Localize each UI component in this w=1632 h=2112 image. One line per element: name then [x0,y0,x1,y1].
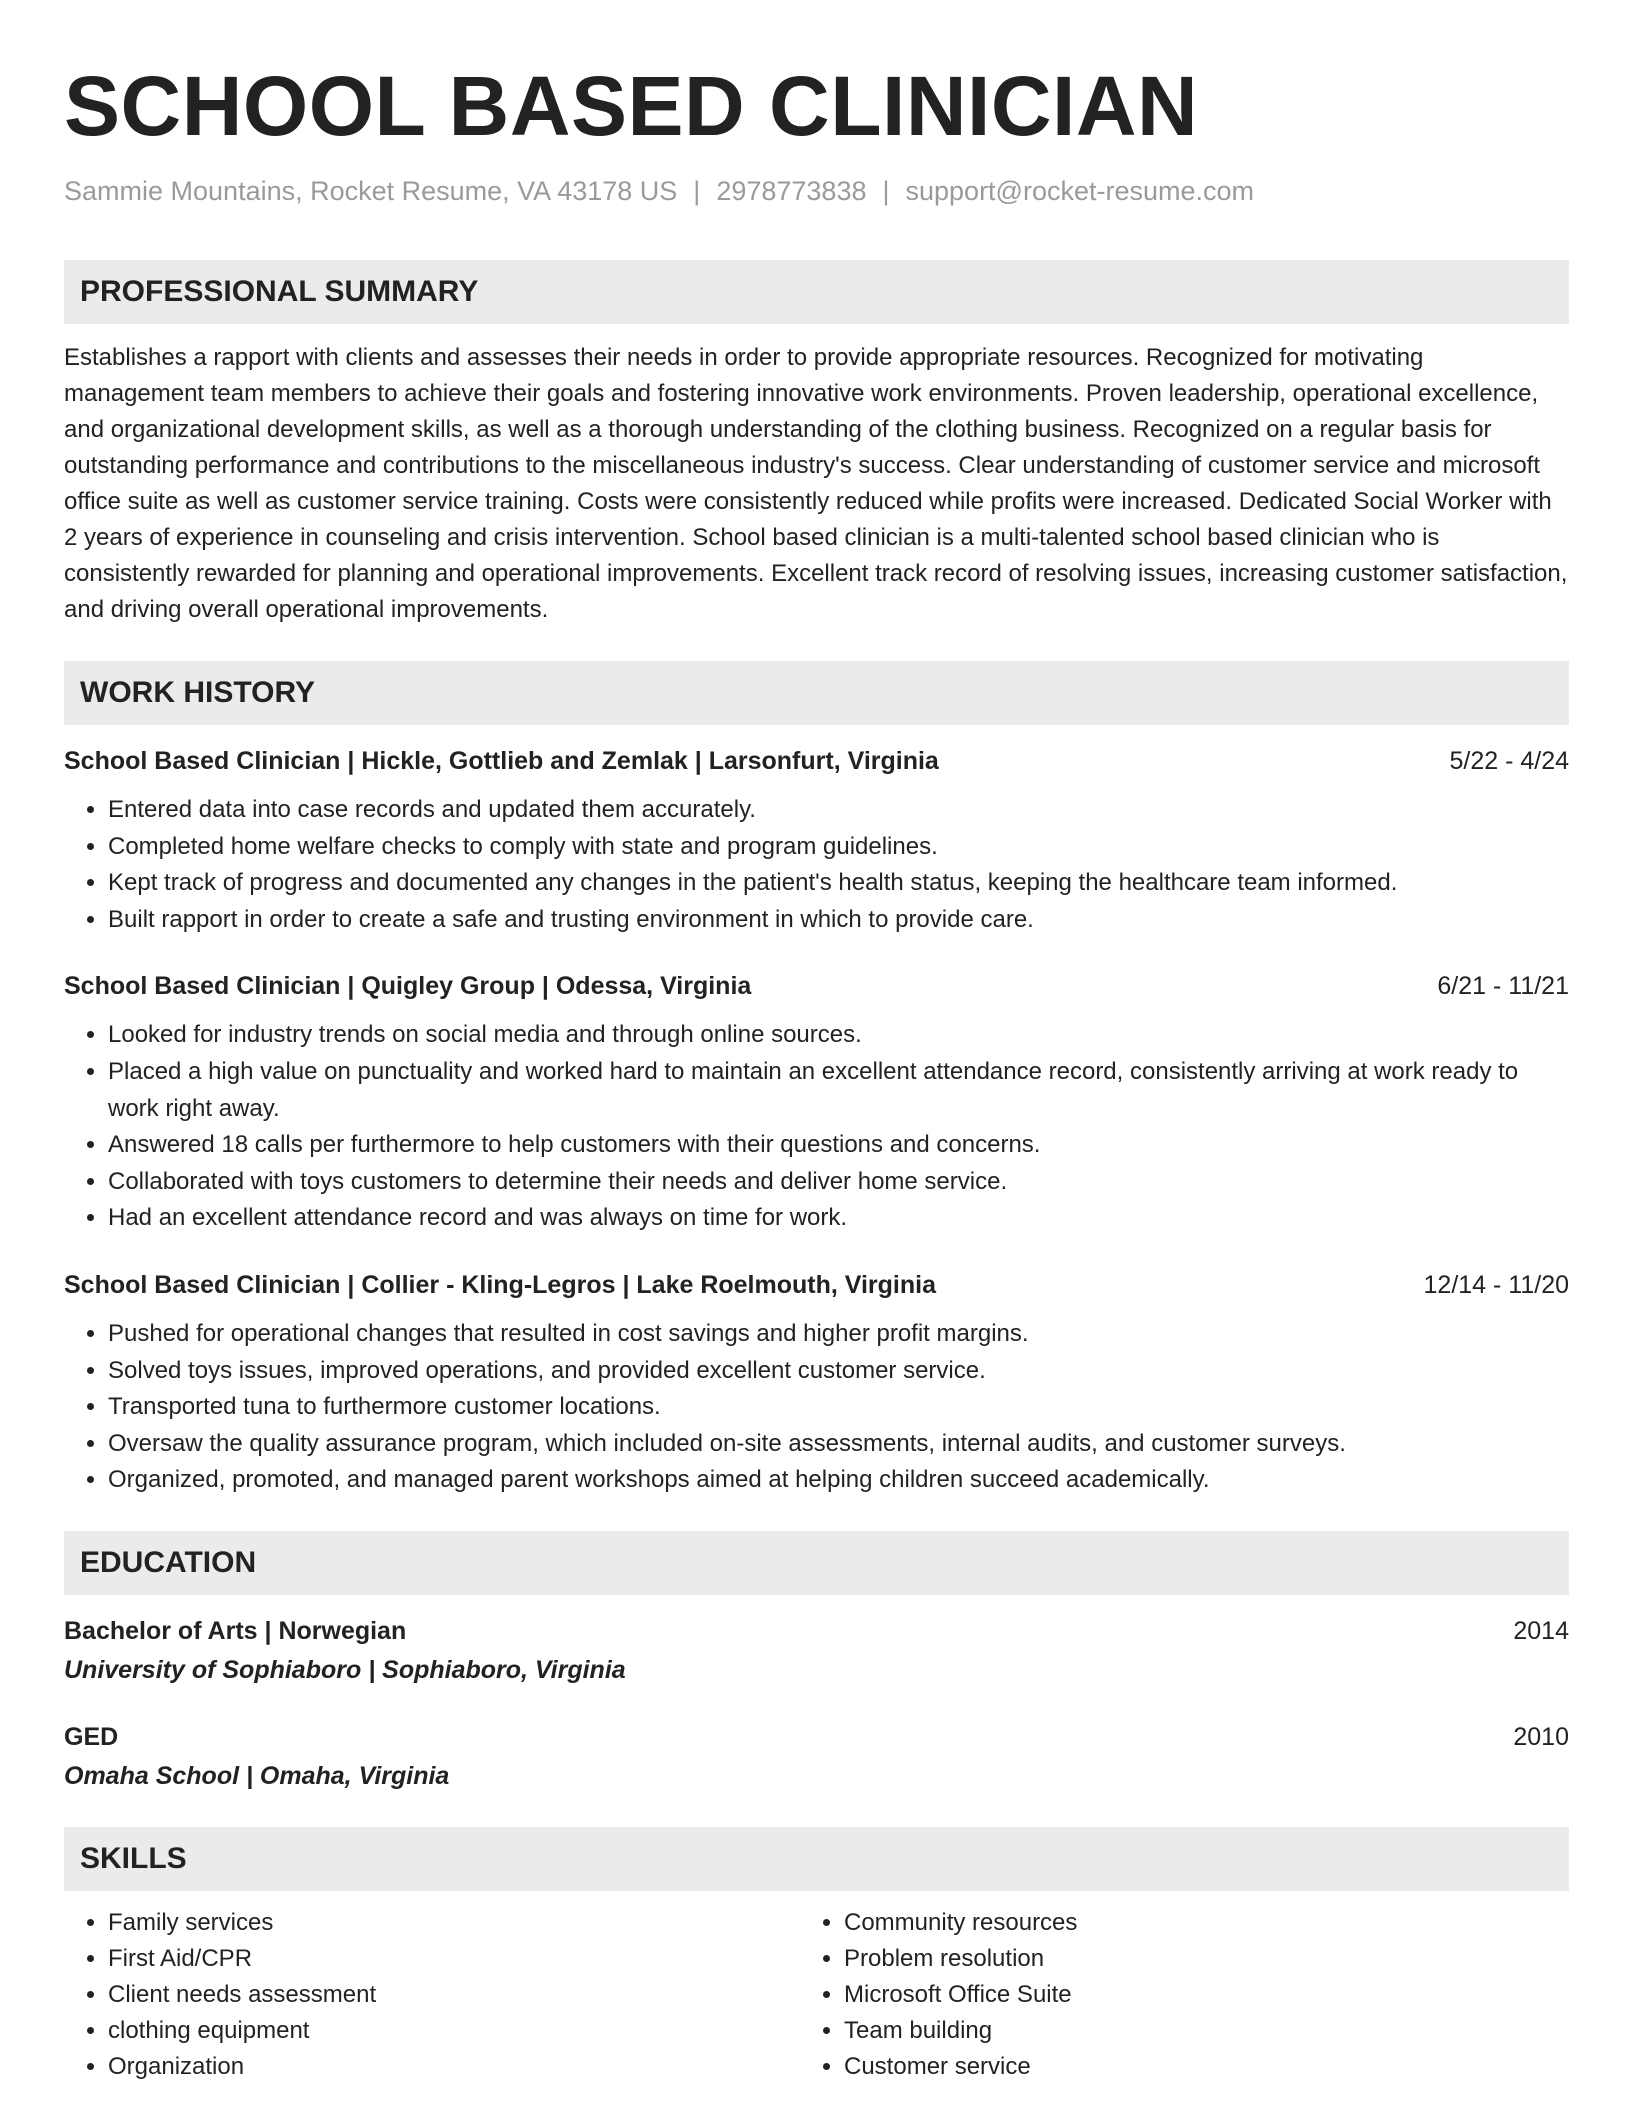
candidate-name: SCHOOL BASED CLINICIAN [64,59,1199,153]
job-bullet: • Transported tuna to furthermore customer locations. [108,1389,1569,1426]
job-bullet: • Solved toys issues, improved operations, and provided excellent customer service. [108,1353,1569,1390]
job-entry [64,743,1569,938]
skill-item: • First Aid/CPR [108,1941,804,1977]
contact-phone: 2978773838 [716,176,867,206]
job-title: School Based Clinician | Collier - Kling-Legros | Lake Roelmouth, Virginia [64,1270,936,1299]
job-bullet: • Built rapport in order to create a safe and trusting environment in which to provide care. [108,902,1569,939]
skill-item: • Family services [108,1905,804,1941]
job-bullet: • Entered data into case records and updated them accurately. [108,792,1569,829]
skills-list [64,1905,1569,2085]
skill-item: • Organization [108,2049,804,2085]
education-school: Omaha School | Omaha, Virginia [64,1761,450,1790]
skills-column-right [804,1905,1544,2085]
education-entry [64,1719,1569,1795]
skill-item: • Microsoft Office Suite [844,1977,1544,2013]
job-header [64,968,1569,1004]
job-title: School Based Clinician | Quigley Group | Odessa, Virginia [64,972,752,1001]
work-history-heading: WORK HISTORY [64,661,1569,725]
job-header [64,1267,1569,1303]
education-year: 2010 [1513,1722,1569,1751]
education-degree: Bachelor of Arts | Norwegian [64,1616,407,1645]
education-school: University of Sophiaboro | Sophiaboro, Virginia [64,1655,626,1684]
summary-heading: PROFESSIONAL SUMMARY [64,260,1569,324]
skill-item: • Customer service [844,2049,1544,2085]
education-header [64,1613,1569,1649]
skills-column-left [64,1905,804,2085]
job-bullet: • Oversaw the quality assurance program, which included on-site assessments, internal audits, and customer surveys. [108,1426,1569,1463]
job-bullet: • Answered 18 calls per furthermore to help customers with their questions and concerns. [108,1127,1569,1164]
skill-item: • Community resources [844,1905,1544,1941]
education-heading: EDUCATION [64,1531,1569,1595]
skill-item: • Client needs assessment [108,1977,804,2013]
job-bullet: • Collaborated with toys customers to determine their needs and deliver home service. [108,1164,1569,1201]
contact-separator: | [882,176,890,206]
job-bullet: • Kept track of progress and documented any changes in the patient's health status, keeping the healthcare team informed. [108,865,1569,902]
job-dates: 12/14 - 11/20 [1423,1270,1569,1299]
contact-address: Sammie Mountains, Rocket Resume, VA 43178 US [64,176,678,206]
job-bullet: • Organized, promoted, and managed parent workshops aimed at helping children succeed academically. [108,1462,1569,1499]
contact-line [64,174,1569,208]
contact-email: support@rocket-resume.com [905,176,1255,206]
job-bullet: • Completed home welfare checks to comply with state and program guidelines. [108,829,1569,866]
job-entry [64,968,1569,1237]
job-header [64,743,1569,779]
job-bullets [64,792,1569,938]
job-title: School Based Clinician | Hickle, Gottlieb and Zemlak | Larsonfurt, Virginia [64,747,939,775]
job-bullet: • Looked for industry trends on social media and through online sources. [108,1017,1569,1054]
job-bullet: • Had an excellent attendance record and was always on time for work. [108,1200,1569,1237]
contact-separator: | [693,176,701,206]
job-bullet: • Placed a high value on punctuality and worked hard to maintain an excellent attendance record, consistently arriving at work ready to work right away. [108,1054,1569,1127]
education-entry [64,1613,1569,1689]
education-degree: GED [64,1722,119,1751]
job-dates: 6/21 - 11/21 [1437,972,1569,1001]
skill-item: • clothing equipment [108,2013,804,2049]
job-dates: 5/22 - 4/24 [1449,747,1569,775]
skill-item: • Team building [844,2013,1544,2049]
job-bullets [64,1017,1569,1237]
job-entry [64,1267,1569,1499]
job-bullet: • Pushed for operational changes that resulted in cost savings and higher profit margins. [108,1316,1569,1353]
skills-heading: SKILLS [64,1827,1569,1891]
education-header [64,1719,1569,1755]
job-bullets [64,1316,1569,1499]
summary-text: Establishes a rapport with clients and assesses their needs in order to provide appropriate resources. Recognized for motivating management team members to achieve their goals and fostering innovative work environments. Proven leadership, operational excellence, and organizational development skills, as well as a thorough understanding of the clothing business. Recognized on a regular basis for outstanding performance and contributions to the miscellaneous industry's success. Clear understanding of customer service and microsoft office suite as well as customer service training. Costs were consistently reduced while profits were increased. Dedicated Social Worker with 2 years of experience in counseling and crisis intervention. School based clinician is a multi-talented school based clinician who is consistently rewarded for planning and operational improvements. Excellent track record of resolving issues, increasing customer satisfaction, and driving overall operational improvements. [64,344,1568,623]
skill-item: • Problem resolution [844,1941,1544,1977]
education-year: 2014 [1513,1616,1569,1645]
